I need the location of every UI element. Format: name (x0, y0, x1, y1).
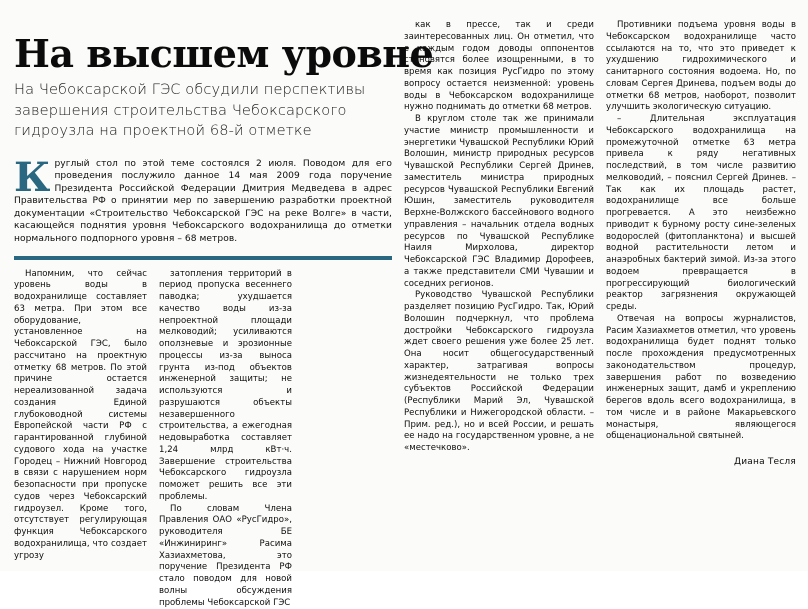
paragraph: По словам Члена Правления ОАО «РусГидро», руководителя БЕ «Инжиниринг» Расима Хазиахметова, это поручение Президента РФ стало поводом для новой волны обсуждения проблемы Чебоксарской ГЭС (159, 503, 292, 608)
paragraph: как в прессе, так и среди заинтересованных лиц. Он отметил, что с каждым годом доводы оппонентов становятся более изощренными, в то время как позиция РусГидро по этому вопросу остается неизменной: уровень воды в Чебоксарском водохранилище нужно поднимать до отметки 68 метров. (404, 20, 594, 113)
paragraph: В круглом столе так же принимали участие министр промышленности и энергетики Чувашской Республики Юрий Волошин, министр природных ресурсов Чувашской Республики Сергей Дринев, заместитель министра природных ресурсов Чувашской Республики Евгений Юшин, заместитель руководителя Верхне-Волжского бассейнового водного управления – начальник отдела водных ресурсов по Чувашской Республике Наиля Мирхолова, директор Чебоксарской ГЭС Владимир Дорофеев, а также представители СМИ Чувашии и соседних регионов. (404, 114, 594, 289)
lead-paragraph (14, 153, 392, 246)
paragraph: – Длительная эксплуатация Чебоксарского водохранилища на промежуточной отметке 63 метра привела к ряду негативных последствий, в том числе развитию мелководий, – пояснил Сергей Дринев. – Так как их площадь растет, водохранилище все больше прогревается. А это неизбежно приводит к бурному росту сине-зеленых водорослей (фитопланктона) и высшей водной растительности летом и анаэробных бактерий зимой. Из-за этого водоем превращается в прогрессирующий биологический реактор загрязнения окружающей среды. (606, 114, 796, 312)
paragraph: затопления территорий в период пропуска весеннего паводка; ухудшается качество воды из-за непроектной площади мелководий; усиливаются оползневые и эрозионные процессы из-за выноса грунта из-под объектов инженерной защиты; не используются и разрушаются объекты незавершенного строительства, а ежегодная недовыработка составляет 1,24 млрд кВт·ч. Завершение строительства Чебоксарского гидроузла поможет решить все эти проблемы. (159, 268, 292, 502)
paragraph: Руководство Чувашской Республики разделяет позицию РусГидро. Так, Юрий Волошин подчеркнул, что проблема достройки Чебоксарского гидроузла ждет своего решения уже более 25 лет. Она носит общегосударственный характер, затрагивая вопросы жизнедеятельности не только трех субъектов Российской Федерации (Республики Марий Эл, Чувашской Республики и Нижегородской области. – Прим. ред.), но и всей России, и решать ее надо на государственном уровне, а не «местечково». (404, 290, 594, 453)
column-4 (606, 20, 796, 467)
right-half-region (404, 20, 796, 467)
column-3 (404, 20, 594, 467)
subtitle-line-3: гидроузла на проектной 68-й отметке (14, 122, 312, 139)
section-divider-rule (14, 256, 392, 260)
page-title: На высшем уровне (14, 31, 434, 76)
subtitle-line-1: На Чебоксарской ГЭС обсудили перспективы (14, 81, 366, 98)
column-2 (159, 268, 292, 608)
left-half-region (14, 8, 434, 608)
byline: Диана Тесля (733, 457, 796, 467)
drop-cap: К (14, 153, 51, 201)
paragraph: Противники подъема уровня воды в Чебоксарском водохранилище часто ссылаются на то, что это приведет к ухудшению гидрохимического и санитарного состояния водоема. Но, по словам Сергея Дринева, подъем воды до отметки 68 метров, наоборот, позволит улучшить экологическую ситуацию. (606, 20, 796, 113)
left-columns-group (14, 268, 392, 608)
paragraph: Напомним, что сейчас уровень воды в водохранилище составляет 63 метра. При этом все оборудование, установленное на Чебоксарской ГЭС, было рассчитано на проектную отметку 68 метров. По этой причине остается нереализованной задача создания Единой глубоководной системы Европейской части РФ с гарантированной глубиной судового хода на участке Городец – Нижний Новгород в связи с нарушением норм безопасности при пропуске судов через Чебоксарский гидроузел. Кроме того, отсутствует регулирующая функция Чебоксарского водохранилища, что создает угрозу (14, 268, 147, 561)
subtitle-line-2: завершения строительства Чебоксарского (14, 101, 347, 119)
paragraph: Отвечая на вопросы журналистов, Расим Хазиахметов отметил, что уровень водохранилища будет поднят только после прохождения предусмотренных законодательством процедур, завершения работ по возведению инженерных защит, дамб и укреплению берегов вдоль всего водохранилища, в том числе и в районе Макарьевского монастыря, являющегося общенациональной святыней. (606, 313, 796, 442)
column-1 (14, 268, 147, 561)
article-subtitle (14, 80, 374, 142)
lead-text: руглый стол по этой теме состоялся 2 июля. Поводом для его проведения послужило данное 14 мая 2009 года поручение Президента Российской Федерации Дмитрия Медведева в адрес Правительства РФ о принятии мер по завершению разработки проектной документации «Строительство Чебоксарской ГЭС на реке Волге» в части, касающейся поднятия уровня Чебоксарского водохранилища до отметки нормального подпорного уровня – 68 метров. (14, 158, 392, 245)
